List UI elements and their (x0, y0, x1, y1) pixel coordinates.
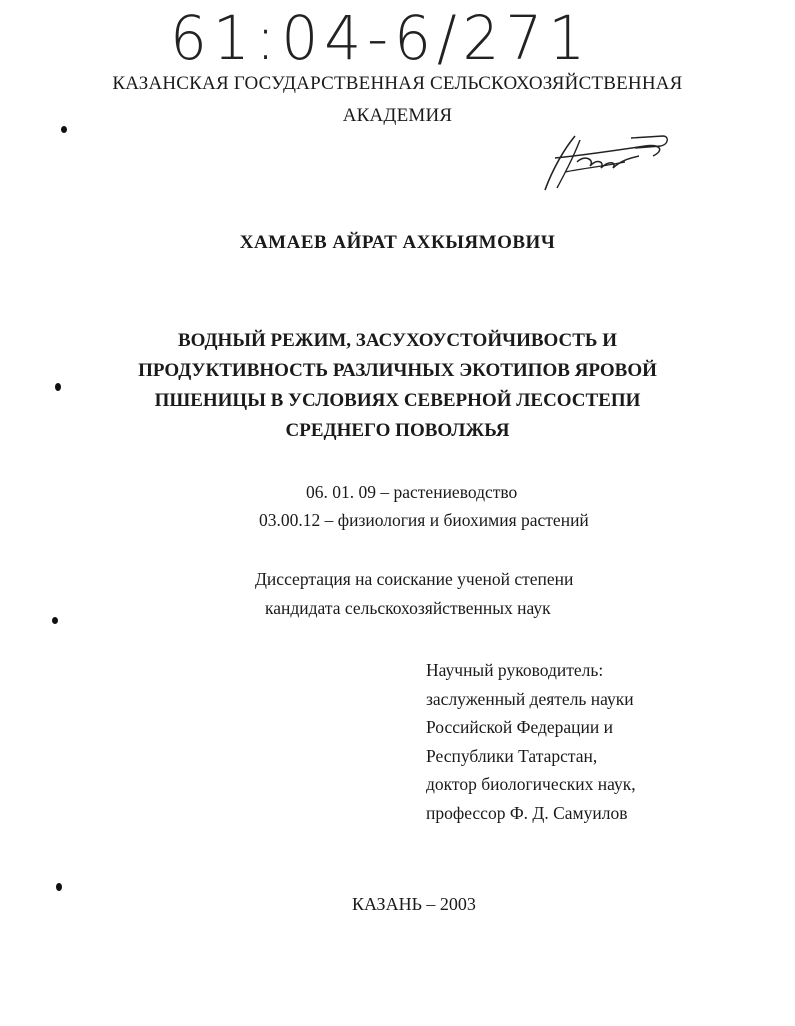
author-name: ХАМАЕВ АЙРАТ АХКЫЯМОВИЧ (239, 232, 556, 253)
dissertation-title (0, 326, 795, 446)
binding-mark (55, 383, 61, 391)
binding-mark (52, 617, 58, 624)
supervisor-line-2: Российской Федерации и (426, 717, 614, 737)
handwritten-archive-code: 61:04-6/271 (170, 2, 592, 74)
title-line-4: СРЕДНЕГО ПОВОЛЖЬЯ (285, 420, 510, 441)
binding-mark (61, 126, 67, 133)
supervisor-line-1: заслуженный деятель науки (426, 688, 634, 709)
title-line-3: ПШЕНИЦЫ В УСЛОВИЯХ СЕВЕРНОЙ ЛЕСОСТЕПИ (154, 390, 641, 411)
supervisor-label: Научный руководитель: (426, 660, 604, 680)
signature-scribble (535, 128, 675, 198)
supervisor-block (426, 656, 766, 827)
dissertation-note-line-1: Диссертация на соискание ученой степени (255, 569, 574, 589)
specialty-2: 03.00.12 – физиология и биохимия растений (259, 510, 589, 530)
institution-line-2: АКАДЕМИЯ (342, 105, 453, 126)
binding-mark (56, 883, 62, 891)
institution-name (0, 68, 795, 132)
supervisor-line-3: Республики Татарстан, (426, 745, 598, 766)
supervisor-line-4: доктор биологических наук, (426, 774, 636, 794)
title-line-1: ВОДНЫЙ РЕЖИМ, ЗАСУХОУСТОЙЧИВОСТЬ И (177, 330, 618, 351)
dissertation-note-line-2: кандидата сельскохозяйственных наук (265, 598, 551, 618)
institution-line-1: КАЗАНСКАЯ ГОСУДАРСТВЕННАЯ СЕЛЬСКОХОЗЯЙСТВЕННАЯ (112, 73, 683, 94)
title-line-2: ПРОДУКТИВНОСТЬ РАЗЛИЧНЫХ ЭКОТИПОВ ЯРОВОЙ (138, 360, 657, 381)
city-year: КАЗАНЬ – 2003 (352, 894, 476, 914)
specialty-1: 06. 01. 09 – растениеводство (306, 482, 518, 502)
supervisor-line-5: профессор Ф. Д. Самуилов (426, 802, 628, 823)
